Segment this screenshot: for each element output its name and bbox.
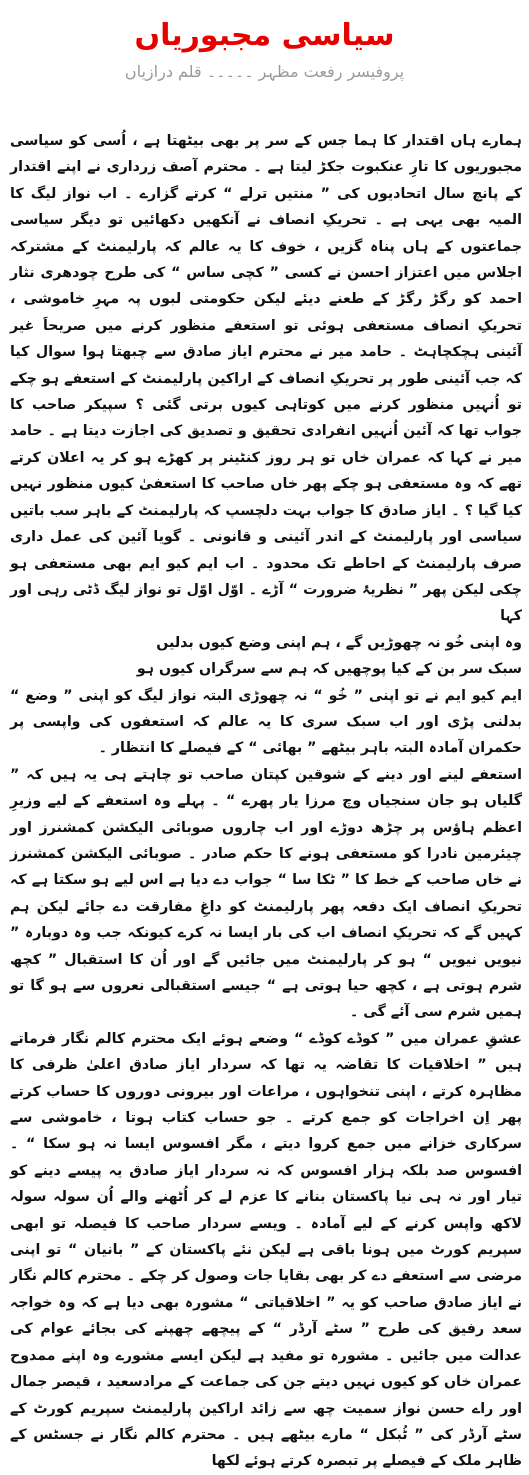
article-byline: پروفیسر رفعت مظہر ۔۔۔۔۔ قلم درازیاں [124, 62, 405, 81]
article-title: سیاسی مجبوریاں [134, 18, 395, 53]
paragraph-4: عشقِ عمران میں ” کوڈے کوڈے “ وضعے ہوئے ایک محترم کالم نگار فرماتے ہیں ” اخلاقیات کا تقاضہ یہ تھا کہ سردار ایاز صادق اعلیٰ ظرفی کا مظاہرہ کرتے ، اپنی تنخواہوں ، مراعات اور بیرونی دوروں کا حساب کرتے پھر اِن اخراجات کو جمع کرتے ۔ جو حساب کتاب ہوتا ، خاموشی سے سرکاری خزانے میں جمع کروا دیتے ، مگر افسوس ایسا نہ ہو سکا “ ۔ افسوس صد بلکہ ہزار افسوس کہ نہ سردار ایاز صادق یہ پیسے دینے کو تیار اور نہ ہی نیا پاکستان بنانے کا عزم لے کر اُٹھنے والے اُن سولہ سولہ لاکھ واپس کرنے کے لیے آمادہ ۔ ویسے سردار صاحب کا فیصلہ تو ابھی سپریم کورٹ میں ہونا باقی ہے لیکن نئے پاکستان کے ” بانیان “ تو اپنی مرضی سے استعفے دے کر بھی بقایا جات وصول کر چکے ۔ محترم کالم نگار نے ایاز صادق صاحب کو یہ ” اخلاقیاتی “ مشورہ بھی دیا ہے کہ وہ خواجہ سعد رفیق کی طرح ” سٹے آرڈر “ کے پیچھے چھپنے کی بجائے عوام کی عدالت میں جائیں ۔ مشورہ تو مفید ہے لیکن ایسے مشورے وہ اپنے ممدوح عمران خاں کو کیوں نہیں دیتے جن کی جماعت کے مرادسعید ، قیصر جمال اور راے حسن نواز سمیت چھ سے زائد اراکین پارلیمنٹ سپریم کورٹ کے سٹے آرڈر کی ” ٹُبکل “ مارے بیٹھے ہیں ۔ محترم کالم نگار نے جسٹس کے ظاہر ملک کے فیصلے پر تبصرہ کرتے ہوئے لکھا [10, 1030, 522, 1470]
paragraph-1: ہمارے ہاں اقتدار کا ہما جس کے سر پر بھی بیٹھتا ہے ، اُسی کو سیاسی مجبوریوں کا تارِ عنکبوت جکڑ لیتا ہے ۔ محترم آصف زرداری نے اپنے اقتدار کے پانچ سال اتحادیوں کی ” منتیں ترلے “ کرتے گزارے ۔ اب نواز لیگ کا المیہ بھی یہی ہے ۔ تحریکِ انصاف نے آنکھیں دکھائیں تو دیگر سیاسی جماعتوں کے ہاں پناہ گزیں ، خوف کا یہ عالم کہ پارلیمنٹ کے مشترکہ اجلاس میں اعتزاز احسن نے کسی ” کچی ساس “ کی طرح چودھری نثار احمد کو رگڑ رگڑ کے طعنے دیئے لیکن حکومتی لبوں پہ مہرِ خاموشی ، تحریکِ انصاف مستعفی ہوئی تو استعفے منظور کرنے میں صریحاََ غیر آئینی ہچکچاہٹ ۔ حامد میر نے محترم ایاز صادق سے چبھتا ہوا سوال کیا کہ جب آئینی طور پر تحریکِ انصاف کے اراکین پارلیمنٹ کے استعفے ہو چکے تو اُنہیں منظور کرنے میں کوتاہی کیوں برتی گئی ؟ سپیکر صاحب کا جواب تھا کہ آئین اُنہیں انفرادی تحقیق و تصدیق کی اجازت دیتا ہے ۔ حامد میر نے کہا کہ عمران خاں تو ہر روز کنٹینر پر کھڑے ہو کر یہ اعلان کرتے تھے کہ وہ مستعفی ہو چکے پھر خاں صاحب کا استعفیٰ کیوں منظور نہیں کیا گیا ؟ ۔ ایاز صادق کا جواب بہت دلچسپ کہ پارلیمنٹ کے باہر سب باتیں سیاسی اور پارلیمنٹ کے اندر آئینی و قانونی ۔ گویا آئین کی عمل داری صرف پارلیمنٹ کے احاطے تک محدود ۔ اب ایم کیو ایم بھی مستعفی ہو چکی لیکن پھر ” نظریۂ ضرورت “ آڑے ۔ اوّل اوّل تو نواز لیگ ڈٹی رہی اور کہا [10, 133, 522, 625]
paragraph-3: استعفے لینے اور دینے کے شوقین کپتان صاحب تو چاہتے ہی یہ ہیں کہ ” گلیاں ہو جان سنجیاں وچ مرزا یار پھرے “ ۔ پہلے وہ استعفے کے لیے وزیرِ اعظم ہاؤس پر چڑھ دوڑے اور اب چاروں صوبائی الیکشن کمشنرز اور چیئرمین نادرا کو مستعفی ہونے کا حکم صادر ۔ صوبائی الیکشن کمشنرز نے خاں صاحب کے خط کا ” ٹکا سا “ جواب دے دیا ہے اس لیے ہو سکتا ہے کہ تحریکِ انصاف ایک دفعہ پھر پارلیمنٹ کو داغِ مفارقت دے جائے لیکن ہم کہیں گے کہ تحریکِ انصاف اب کی بار ایسا نہ کرے کیونکہ جب وہ دوبارہ ” نیویں نیویں “ ہو کر پارلیمنٹ میں جائیں گے اور اُن کا استقبال ” کچھ شرم ہوتی ہے ، کچھ حیا ہوتی ہے “ جیسے استقبالی نعروں سے ہو گا تو ہمیں شرم سی آئے گی ۔ [10, 766, 522, 1021]
paragraph-2: ایم کیو ایم نے تو اپنی ” خُو “ نہ چھوڑی البتہ نواز لیگ کو اپنی ” وضع “ بدلنی پڑی اور اب سبک سری کا یہ عالم کہ استعفوں کی واپسی پر حکمران آمادہ البتہ باہر بیٹھے ” بھائی “ کے فیصلے کا انتظار ۔ [10, 687, 522, 757]
verse-line-2: سبک سر بن کے کیا پوچھیں کہ ہم سے سرگراں کیوں ہو [136, 661, 522, 678]
verse-line-1: وہ اپنی خُو نہ چھوڑیں گے ، ہم اپنی وضع کیوں بدلیں [156, 634, 522, 651]
article-header [0, 0, 529, 100]
article-body [10, 128, 522, 1470]
